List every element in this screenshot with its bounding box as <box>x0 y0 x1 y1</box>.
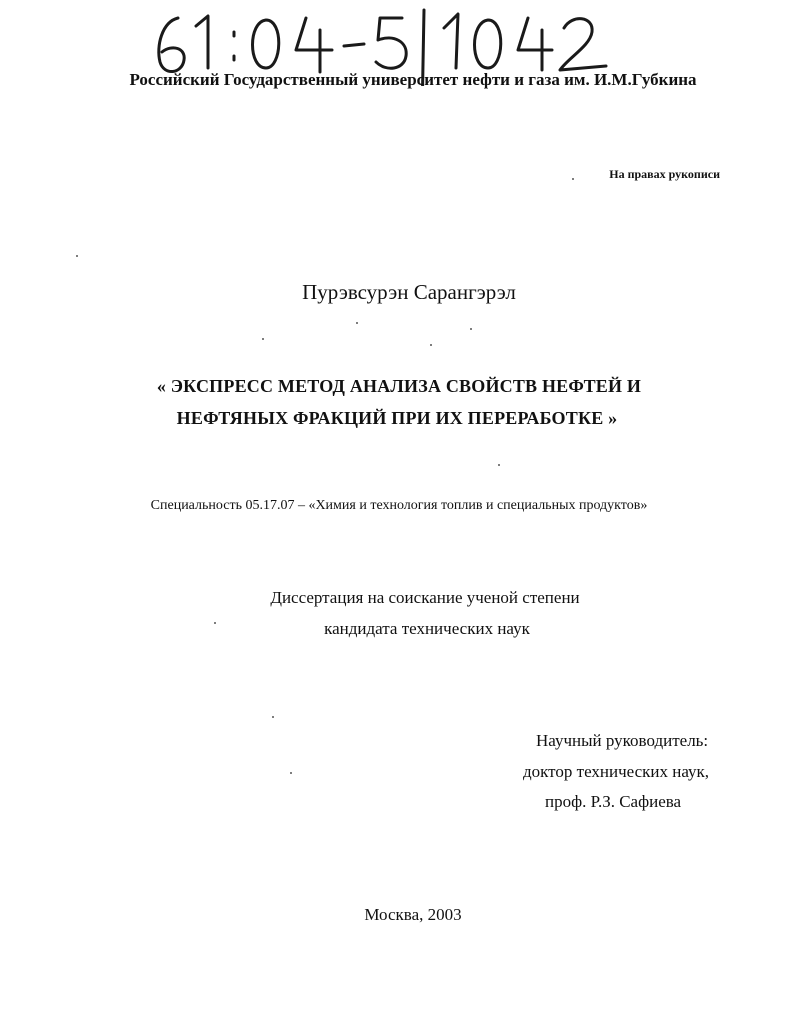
degree-line-2: кандидата технических наук <box>324 619 530 638</box>
manuscript-rights-note: На правах рукописи <box>609 167 720 181</box>
scan-speck <box>498 464 500 466</box>
scan-speck <box>290 772 292 774</box>
scan-speck <box>470 328 472 330</box>
institution-name: Российский Государственный университет нефти и газа им. И.М.Губкина <box>129 70 697 89</box>
scan-speck <box>214 622 216 624</box>
scan-speck <box>356 322 358 324</box>
scan-speck <box>272 716 274 718</box>
author-name: Пурэвсурэн Сарангэрэл <box>302 280 516 304</box>
specialty-line: Специальность 05.17.07 – «Химия и технология топлив и специальных продуктов» <box>150 498 648 513</box>
scan-speck <box>430 344 432 346</box>
thesis-title-line-2: НЕФТЯНЫХ ФРАКЦИЙ ПРИ ИХ ПЕРЕРАБОТКЕ » <box>176 408 618 428</box>
supervisor-name: проф. Р.З. Сафиева <box>545 792 682 811</box>
thesis-title-line-1: « ЭКСПРЕСС МЕТОД АНАЛИЗА СВОЙСТВ НЕФТЕЙ И <box>156 376 642 396</box>
supervisor-label: Научный руководитель: <box>536 731 709 750</box>
degree-line-1: Диссертация на соискание ученой степени <box>270 588 580 607</box>
scan-speck <box>572 178 574 180</box>
supervisor-degree: доктор технических наук, <box>523 762 710 781</box>
scan-speck <box>76 255 78 257</box>
scan-speck <box>262 338 264 340</box>
city-year: Москва, 2003 <box>364 905 462 924</box>
